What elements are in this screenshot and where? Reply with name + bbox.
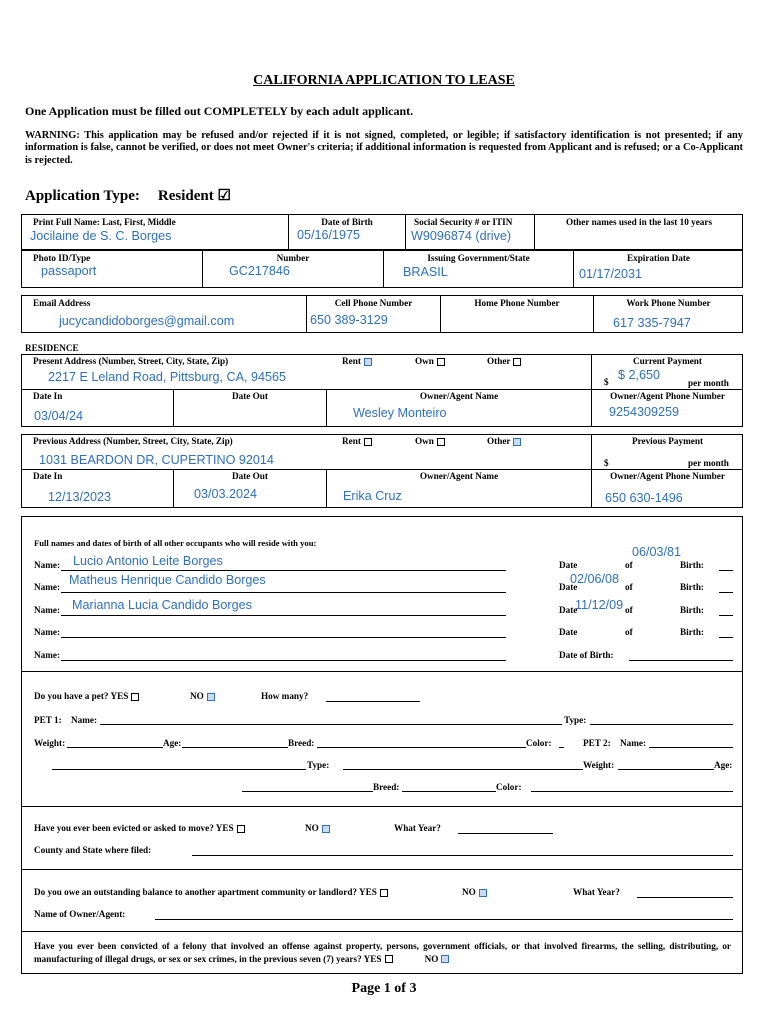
occupant-3-dob-field[interactable]: 11/12/09 (575, 598, 624, 612)
previous-other-option[interactable]: Other (487, 436, 521, 446)
present-date-out-label: Date Out (232, 391, 268, 401)
pet2-age-field[interactable] (242, 791, 373, 792)
pet1-age-field[interactable] (182, 747, 288, 748)
occupant-1-birth-label: Birth: (680, 560, 704, 570)
full-name-label: Print Full Name: Last, First, Middle (33, 217, 176, 227)
current-payment-field[interactable]: $ 2,650 (618, 368, 661, 382)
present-date-in-field[interactable]: 03/04/24 (34, 409, 84, 423)
previous-own-option[interactable]: Own (415, 436, 445, 446)
pet2-age-label: Age: (714, 760, 733, 770)
occupant-3-birth-label: Birth: (680, 605, 704, 615)
present-owner-label: Owner/Agent Name (419, 391, 499, 401)
previous-date-out-label: Date Out (232, 471, 268, 481)
pet1-name-label: Name: (71, 715, 98, 725)
eviction-yes-checkbox[interactable] (237, 825, 245, 833)
occupant-1-name-label: Name: (34, 560, 61, 570)
issuing-government-field[interactable]: BRASIL (403, 265, 448, 279)
occupant-4-name-label: Name: (34, 627, 61, 637)
current-payment-label: Current Payment (633, 356, 702, 366)
pet2-breed-label: Breed: (373, 782, 400, 792)
occupant-4-name-field[interactable] (61, 637, 506, 638)
present-address-label: Present Address (Number, Street, City, State, Zip) (33, 356, 229, 366)
cell-phone-label: Cell Phone Number (334, 298, 413, 308)
eviction-year-field[interactable] (458, 833, 553, 834)
email-field[interactable]: jucycandidoborges@gmail.com (59, 314, 235, 328)
occupant-2-dob-field[interactable]: 02/06/08 (570, 572, 620, 586)
previous-date-out-field[interactable]: 03/03.2024 (194, 487, 258, 501)
previous-date-in-field[interactable]: 12/13/2023 (48, 490, 112, 504)
pet1-type-field[interactable] (590, 724, 733, 725)
balance-no-checkbox[interactable] (479, 889, 487, 897)
previous-payment-label: Previous Payment (631, 436, 704, 446)
intro-text: One Application must be filled out COMPLETELY by each adult applicant. (25, 104, 414, 118)
pet-yes-checkbox[interactable] (131, 693, 139, 701)
occupant-5-name-field[interactable] (61, 660, 506, 661)
felony-no-checkbox[interactable] (441, 955, 449, 963)
pet2-name-label: Name: (620, 738, 647, 748)
pet1-type-label: Type: (564, 715, 587, 725)
previous-address-block (21, 434, 743, 508)
pet1-name-field[interactable] (100, 724, 562, 725)
balance-year-field[interactable] (637, 897, 733, 898)
occupant-4-of-label: of (625, 627, 633, 637)
previous-address-field[interactable]: 1031 BEARDON DR, CUPERTINO 92014 (39, 453, 274, 467)
occupant-1-name-field[interactable]: Lucio Antonio Leite Borges (73, 554, 223, 568)
occupant-3-name-field[interactable]: Marianna Lucia Candido Borges (72, 598, 252, 612)
present-owner-phone-label: Owner/Agent Phone Number (610, 391, 725, 401)
occupant-5-name-label: Name: (34, 650, 61, 660)
previous-other-checkbox[interactable] (513, 438, 521, 446)
work-phone-label: Work Phone Number (626, 298, 711, 308)
present-other-checkbox[interactable] (513, 358, 521, 366)
present-rent-checkbox[interactable] (364, 358, 372, 366)
occupant-3-of-label: of (625, 605, 633, 615)
pet2-label: PET 2: (583, 738, 611, 748)
home-phone-label: Home Phone Number (474, 298, 560, 308)
pet1-weight-label: Weight: (34, 738, 66, 748)
page-title: CALIFORNIA APPLICATION TO LEASE (253, 73, 515, 88)
felony-yes-checkbox[interactable] (385, 955, 393, 963)
occupants-heading: Full names and dates of birth of all other occupants who will reside with you: (34, 538, 317, 548)
photo-id-row (21, 250, 743, 288)
eviction-no-checkbox[interactable] (322, 825, 330, 833)
previous-owner-label: Owner/Agent Name (419, 471, 499, 481)
warning-text: WARNING: This application may be refused and/or rejected if it is not signed, completed, or legible; if satisfactory identification is not presented; if any information is false, cannot be verified, or does not meet Owner's criteria; if additional information is requested from Applicant and is refused; or a Co-Applicant is rejected. (25, 130, 743, 166)
questions-block (21, 516, 743, 974)
occupant-4-date-label: Date (559, 627, 578, 637)
eviction-question: Have you ever been evicted or asked to move? YES (34, 823, 245, 833)
previous-rent-checkbox[interactable] (364, 438, 372, 446)
ssn-label: Social Security # or ITIN (414, 217, 513, 227)
eviction-county-label: County and State where filed: (34, 845, 152, 855)
pet2-breed-field[interactable] (402, 791, 496, 792)
application-type-value: Resident (157, 188, 214, 204)
pet1-breed-field[interactable] (317, 747, 526, 748)
issuing-government-label: Issuing Government/State (427, 253, 530, 263)
occupant-4-birth-label: Birth: (680, 627, 704, 637)
previous-rent-option[interactable]: Rent (342, 436, 372, 446)
present-address-field[interactable]: 2217 E Leland Road, Pittsburg, CA, 94565 (48, 370, 287, 384)
previous-dollar-sign: $ (604, 458, 609, 468)
resident-checkbox[interactable]: ☑ (217, 188, 231, 204)
identity-row (21, 214, 743, 250)
application-type (25, 186, 231, 205)
present-owner-field[interactable]: Wesley Monteiro (353, 406, 447, 420)
residence-section-label: RESIDENCE (25, 343, 79, 353)
work-phone-field[interactable]: 617 335-7947 (613, 316, 691, 330)
occupant-2-date-label: Date (559, 582, 578, 592)
balance-question: Do you owe an outstanding balance to another apartment community or landlord? YES (34, 887, 388, 897)
occupant-4-dob-field[interactable] (719, 637, 733, 638)
balance-owner-field[interactable] (155, 919, 733, 920)
occupant-2-name-field[interactable]: Matheus Henrique Candido Borges (69, 573, 266, 587)
balance-yes-checkbox[interactable] (380, 889, 388, 897)
application-type-label: Application Type: (25, 188, 140, 204)
pet-question: Do you have a pet? YES (34, 691, 139, 701)
dob-field[interactable]: 05/16/1975 (297, 228, 361, 242)
eviction-year-label: What Year? (394, 823, 441, 833)
id-number-label: Number (276, 253, 310, 263)
previous-address-label: Previous Address (Number, Street, City, State, Zip) (33, 436, 233, 446)
full-name-field[interactable]: Jocilaine de S. C. Borges (30, 229, 172, 243)
photo-id-type-field[interactable]: passaport (41, 264, 97, 278)
pet1-breed-label: Breed: (288, 738, 315, 748)
cell-phone-field[interactable]: 650 389-3129 (310, 313, 388, 327)
previous-date-in-label: Date In (33, 471, 63, 481)
balance-no-option[interactable]: NO (462, 887, 487, 897)
expiration-date-label: Expiration Date (626, 253, 691, 263)
occupant-1-dob-field[interactable]: 06/03/81 (632, 545, 682, 559)
pet2-weight-label: Weight: (583, 760, 615, 770)
occupant-2-birth-label: Birth: (680, 582, 704, 592)
id-number-field[interactable]: GC217846 (229, 264, 290, 278)
previous-owner-phone-field[interactable]: 650 630-1496 (605, 491, 683, 505)
pet1-age-label: Age: (163, 738, 182, 748)
occupant-3-date-label: Date (559, 605, 578, 615)
eviction-no-option[interactable]: NO (305, 823, 330, 833)
pet2-name-field[interactable] (649, 747, 733, 748)
pet1-color-label: Color: (526, 738, 552, 748)
present-date-in-label: Date In (33, 391, 63, 401)
previous-per-month: per month (688, 458, 729, 468)
present-own-option[interactable]: Own (415, 356, 445, 366)
pet1-color-field[interactable] (559, 747, 564, 748)
previous-owner-field[interactable]: Erika Cruz (343, 489, 402, 503)
present-other-option[interactable]: Other (487, 356, 521, 366)
occupant-3-name-label: Name: (34, 605, 61, 615)
balance-year-label: What Year? (573, 887, 620, 897)
present-per-month: per month (688, 378, 729, 388)
present-own-checkbox[interactable] (437, 358, 445, 366)
pet2-color-field[interactable] (531, 791, 733, 792)
balance-owner-label: Name of Owner/Agent: (34, 909, 126, 919)
occupant-2-name-label: Name: (34, 582, 61, 592)
contact-row (21, 295, 743, 333)
previous-owner-phone-label: Owner/Agent Phone Number (610, 471, 725, 481)
occupant-1-date-label: Date (559, 560, 578, 570)
occupant-5-dob-label: Date of Birth: (559, 650, 614, 660)
present-dollar-sign: $ (604, 377, 609, 387)
pet2-type-label: Type: (307, 760, 330, 770)
occupant-5-dob-field[interactable] (629, 660, 733, 661)
other-names-label: Other names used in the last 10 years (565, 217, 713, 227)
pet-how-many-label: How many? (261, 691, 309, 701)
pet2-type-field[interactable] (343, 769, 583, 770)
pet2-weight-field[interactable] (618, 769, 714, 770)
occupant-1-of-label: of (625, 560, 633, 570)
present-rent-option[interactable]: Rent (342, 356, 372, 366)
felony-question: Have you ever been convicted of a felony that involved an offense against property, persons, government officials, or that involved firearms, the selling, distributing, or manufacturing of illegal drugs, or sex or sex crimes, in the previous seven (7) years? YES NO (34, 941, 731, 964)
pet-no-checkbox[interactable] (207, 693, 215, 701)
present-owner-phone-field[interactable]: 9254309259 (609, 405, 680, 419)
page-number: Page 1 of 3 (351, 981, 417, 996)
pet1-weight-field[interactable] (67, 747, 163, 748)
expiration-date-field[interactable]: 01/17/2031 (579, 267, 643, 281)
ssn-field[interactable]: W9096874 (drive) (411, 229, 512, 243)
pet-no-option[interactable]: NO (190, 691, 215, 701)
present-address-block (21, 354, 743, 427)
dob-label: Date of Birth (321, 217, 373, 227)
occupant-2-of-label: of (625, 582, 633, 592)
email-label: Email Address (33, 298, 91, 308)
pet2-color-label: Color: (496, 782, 522, 792)
photo-id-type-label: Photo ID/Type (33, 253, 91, 263)
pet1-label: PET 1: (34, 715, 62, 725)
eviction-county-field[interactable] (192, 855, 733, 856)
pet2-name-continued[interactable] (52, 769, 306, 770)
previous-own-checkbox[interactable] (437, 438, 445, 446)
pet-how-many-field[interactable] (326, 701, 420, 702)
